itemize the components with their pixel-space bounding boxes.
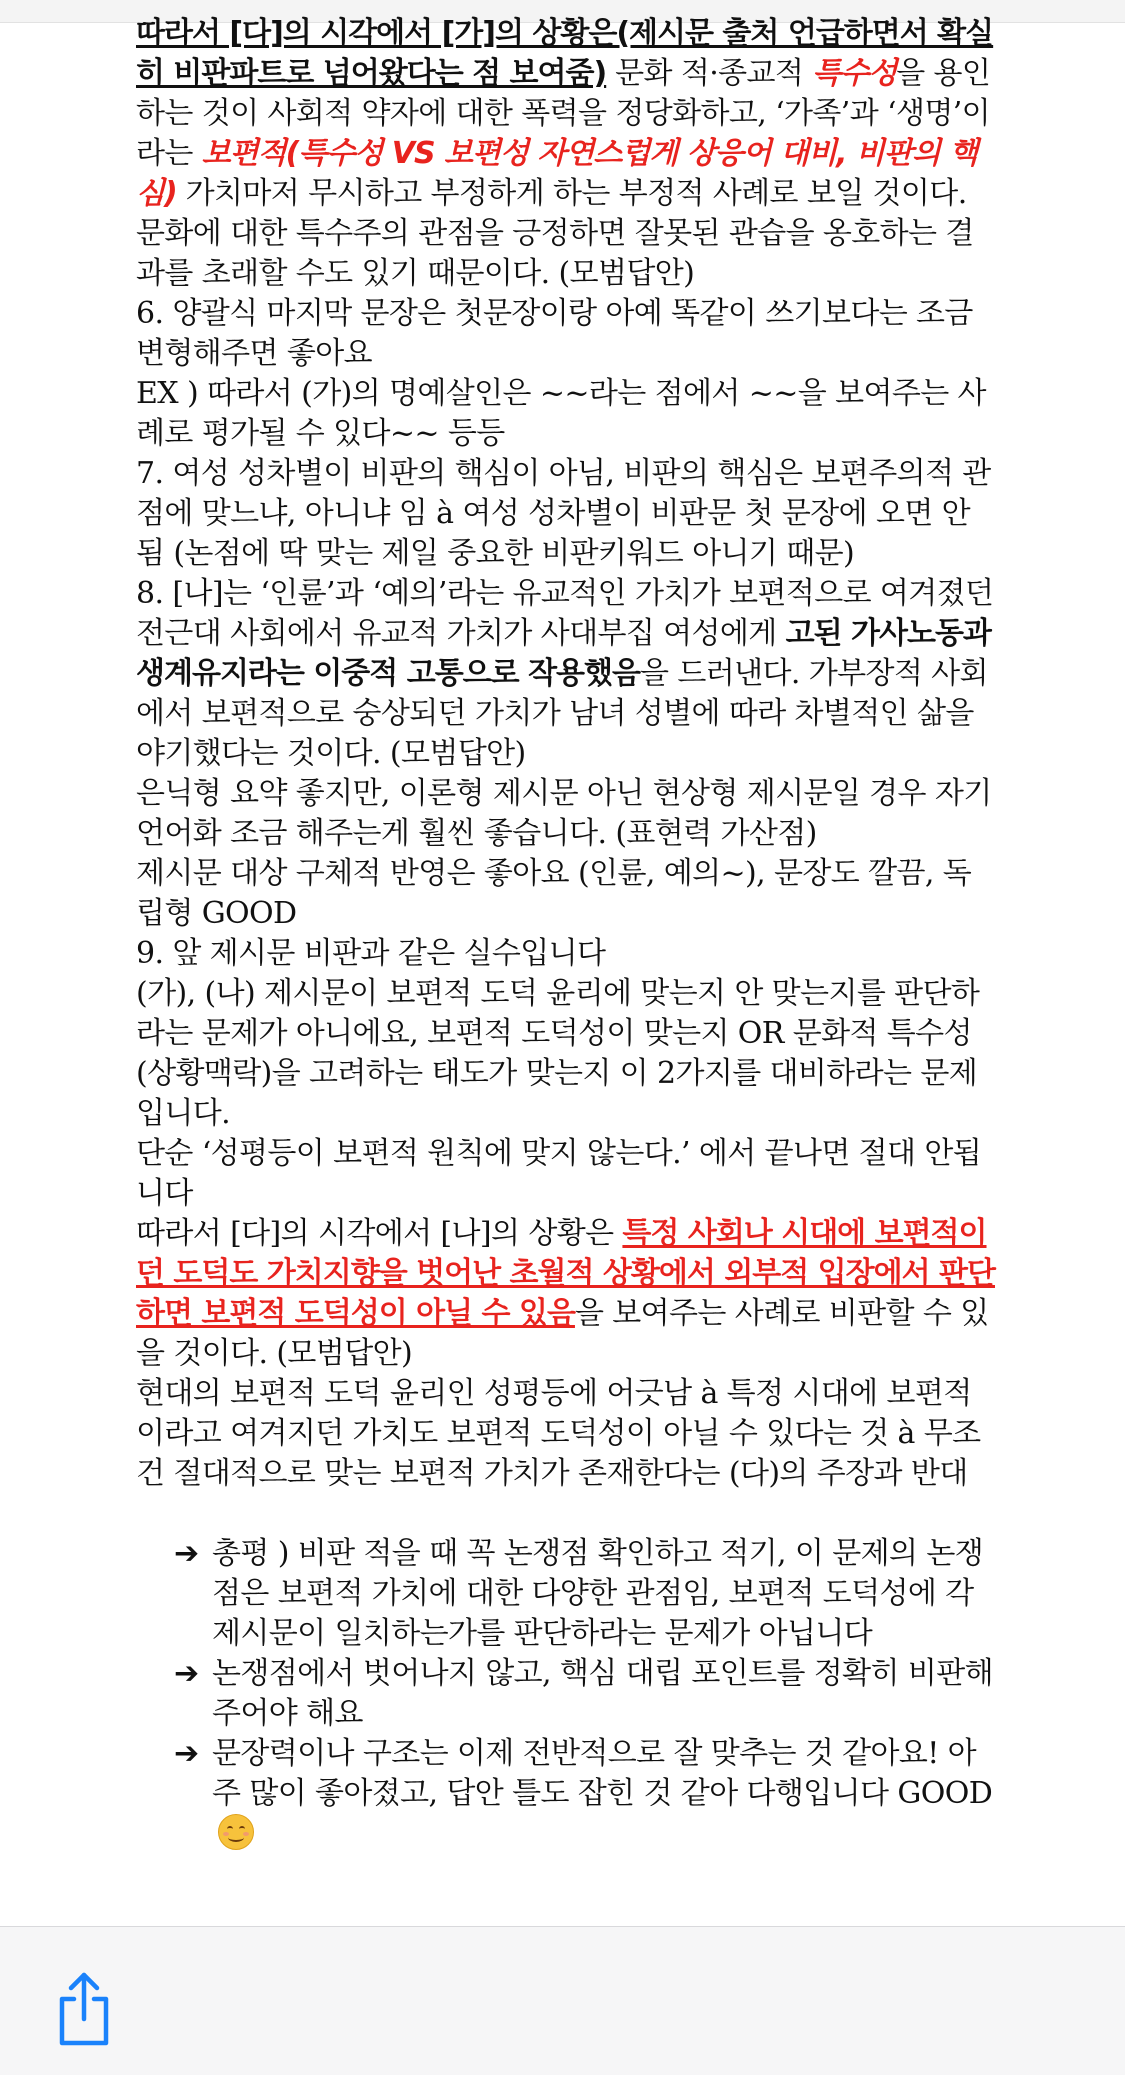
list-item: ➔ 총평 ) 비판 적을 때 꼭 논쟁점 확인하고 적기, 이 문제의 논쟁점은 보편적 가치에 대한 다양한 관점임, 보편적 도덕성에 각 제시문이 일치하는가를 판단하라는 문제가 아닙니다 bbox=[174, 1536, 984, 1651]
arrow-bullet-icon: ➔ bbox=[174, 1536, 199, 1571]
paragraph: 현대의 보편적 도덕 윤리인 성평등에 어긋남 à 특정 시대에 보편적이라고 여겨지던 가치도 보편적 도덕성이 아닐 수 있다는 것 à 무조건 절대적으로 맞는 보편적 가치가 존재한다는 (다)의 주장과 반대 bbox=[136, 1376, 981, 1491]
paragraph: 제시문 대상 구체적 반영은 좋아요 (인륜, 예의~), 문장도 깔끔, 독립형 GOOD bbox=[136, 856, 972, 931]
red-highlight-text: 특수성 bbox=[812, 56, 897, 91]
bold-text: 고된 가사노동과 생계유지라는 이중적 고통으로 작용했음 bbox=[136, 616, 991, 691]
paragraph: 따라서 [다]의 시각에서 [나]의 상황은 특정 사회나 시대에 보편적이던 도덕도 가치지향을 벗어난 초월적 상황에서 외부적 입장에서 판단하면 보편적 도덕성이 아닐 수 있음을 보여주는 사례로 비판할 수 있을 것이다. (모범답안) bbox=[136, 1216, 995, 1371]
list-item: ➔ 논쟁점에서 벗어나지 않고, 핵심 대립 포인트를 정확히 비판해주어야 해요 bbox=[174, 1656, 993, 1731]
paragraph: 7. 여성 성차별이 비판의 핵심이 아님, 비판의 핵심은 보편주의적 관점에 맞느냐, 아니냐 임 à 여성 성차별이 비판문 첫 문장에 오면 안됨 (논점에 딱 맞는 제일 중요한 비판키워드 아니기 때문) bbox=[136, 456, 991, 571]
paragraph: (가), (나) 제시문이 보편적 도덕 윤리에 맞는지 안 맞는지를 판단하라는 문제가 아니에요, 보편적 도덕성이 맞는지 OR 문화적 특수성 (상황맥락)을 고려하는 태도가 맞는지 이 2가지를 대비하라는 문제입니다. bbox=[136, 976, 980, 1131]
arrow-bullet-icon: ➔ bbox=[174, 1656, 199, 1691]
paragraph: 단순 ‘성평등이 보편적 원칙에 맞지 않는다.’ 에서 끝나면 절대 안됩니다 bbox=[136, 1136, 982, 1211]
share-button[interactable] bbox=[54, 1971, 114, 2047]
paragraph: 은닉형 요약 좋지만, 이론형 제시문 아닌 현상형 제시문일 경우 자기언어화 조금 해주는게 훨씬 좋습니다. (표현력 가산점) bbox=[136, 776, 992, 851]
bottom-toolbar bbox=[0, 1926, 1125, 2075]
arrow-bullet-icon: ➔ bbox=[174, 1736, 199, 1771]
underlined-bold-text: 따라서 [다]의 시각에서 [가]의 상황은(제시문 출처 언급하면서 확실히 비판파트로 넘어왔다는 점 보여줌) bbox=[136, 16, 994, 91]
paragraph: 6. 양괄식 마지막 문장은 첫문장이랑 아예 똑같이 쓰기보다는 조금 변형해주면 좋아요 bbox=[136, 296, 973, 371]
paragraph: 8. [나]는 ‘인륜’과 ‘예의’라는 유교적인 가치가 보편적으로 여겨졌던 전근대 사회에서 유교적 가치가 사대부집 여성에게 고된 가사노동과 생계유지라는 이중적 고통으로 작용했음을 드러낸다. 가부장적 사회에서 보편적으로 숭상되던 가치가 남녀 성별에 따라 차별적인 삶을 야기했다는 것이다. (모범답안) bbox=[136, 576, 994, 771]
paragraph: EX ) 따라서 (가)의 명예살인은 ~~라는 점에서 ~~을 보여주는 사례로 평가될 수 있다~~ 등등 bbox=[136, 376, 986, 451]
share-icon bbox=[54, 1971, 114, 2047]
paragraph: 9. 앞 제시문 비판과 같은 실수입니다 bbox=[136, 936, 606, 971]
summary-list bbox=[136, 1534, 998, 1855]
document-body bbox=[136, 14, 998, 1855]
list-item: ➔ 문장력이나 구조는 이제 전반적으로 잘 맞추는 것 같아요! 아주 많이 좋아졌고, 답안 틀도 잡힌 것 같아 다행입니다 GOOD bbox=[136, 1734, 998, 1855]
spacer bbox=[136, 1494, 998, 1534]
red-underlined-text: 특정 사회나 시대에 보편적이던 도덕도 가치지향을 벗어난 초월적 상황에서 외부적 입장에서 판단하면 보편적 도덕성이 아닐 수 있음 bbox=[136, 1216, 995, 1331]
red-highlight-text: 보편적(특수성 VS 보편성 자연스럽게 상응어 대비, 비판의 핵심) bbox=[136, 136, 978, 211]
paragraph: 따라서 [다]의 시각에서 [가]의 상황은(제시문 출처 언급하면서 확실히 비판파트로 넘어왔다는 점 보여줌) 문화 적·종교적 특수성을 용인하는 것이 사회적 약자에 대한 폭력을 정당화하고, ‘가족’과 ‘생명’이라는 보편적(특수성 VS 보편성 자연스럽게 상응어 대비, 비판의 핵심) 가치마저 무시하고 부정하게 하는 부정적 사례로 보일 것이다. 문화에 대한 특수주의 관점을 긍정하면 잘못된 관습을 옹호하는 결과를 초래할 수도 있기 때문이다. (모범답안) bbox=[136, 16, 994, 291]
smiling-face-icon bbox=[218, 1814, 254, 1850]
